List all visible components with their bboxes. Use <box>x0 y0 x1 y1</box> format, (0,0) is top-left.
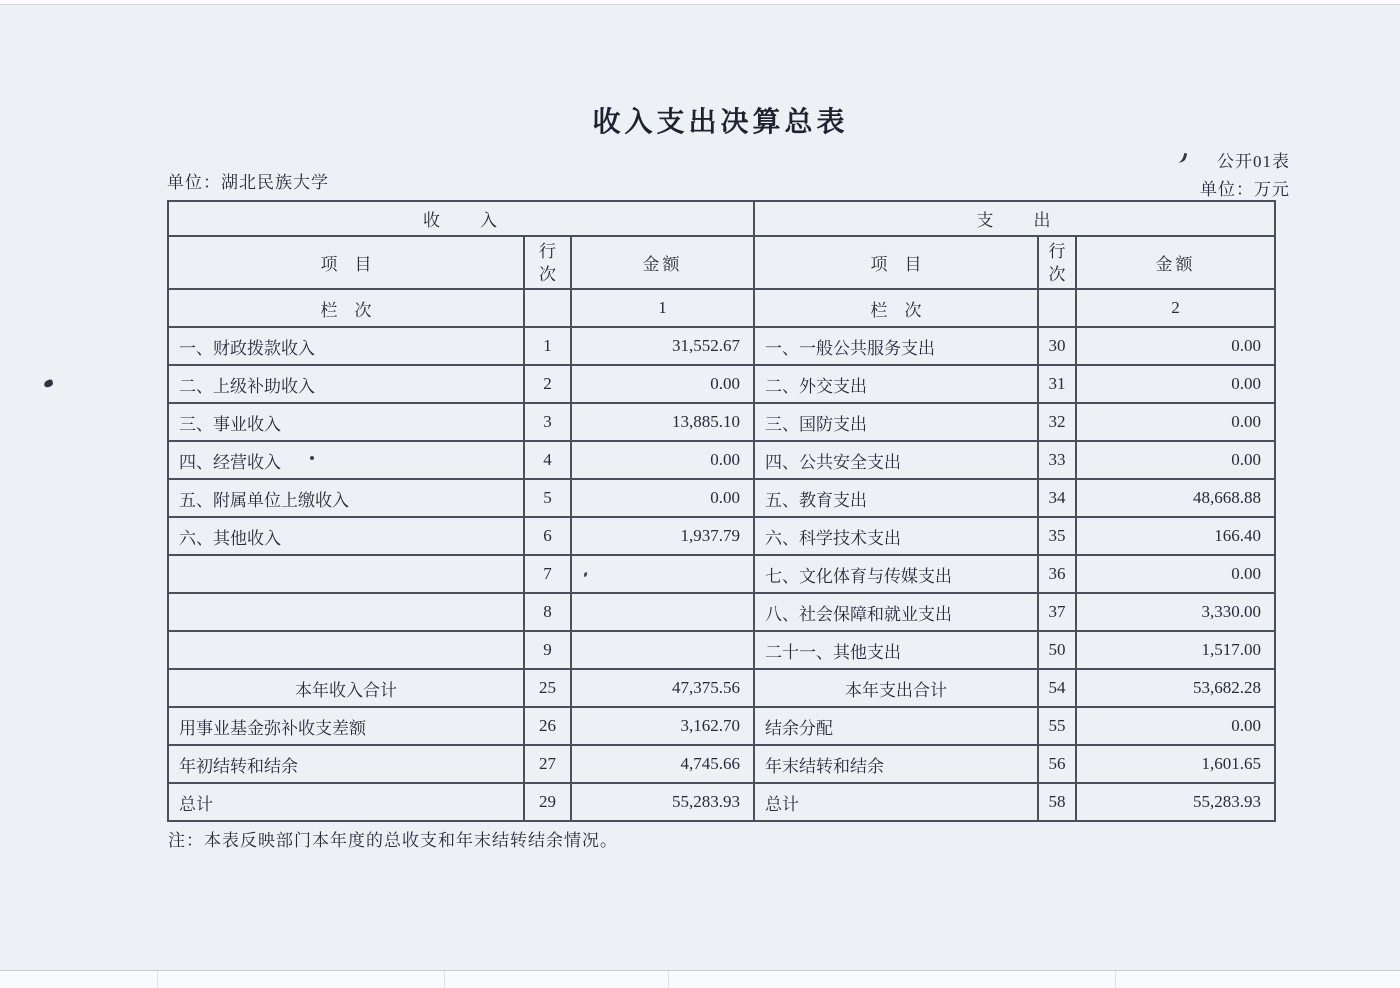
expense-item-cell: 四、公共安全支出 <box>754 441 1038 479</box>
income-amount-cell: 13,885.10 <box>571 403 754 441</box>
income-item-cell: 四、经营收入 <box>168 441 524 479</box>
table-row <box>168 745 1275 783</box>
income-item-cell <box>168 593 524 631</box>
line-header-char-2: 次 <box>1048 264 1066 284</box>
income-amount-cell: 47,375.56 <box>571 669 754 707</box>
expense-item-cell: 结余分配 <box>754 707 1038 745</box>
income-line-header <box>524 236 571 289</box>
income-item-cell: 三、事业收入 <box>168 403 524 441</box>
income-line-cell: 1 <box>524 327 571 365</box>
expense-line-cell: 50 <box>1038 631 1076 669</box>
expense-amount-cell: 0.00 <box>1076 441 1275 479</box>
section-header-row <box>168 201 1275 236</box>
line-header-char-1: 行 <box>539 241 556 261</box>
income-item-cell: 六、其他收入 <box>168 517 524 555</box>
income-line-cell: 7 <box>524 555 571 593</box>
table-row <box>168 365 1275 403</box>
expense-amount-cell: 166.40 <box>1076 517 1275 555</box>
income-item-cell: 二、上级补助收入 <box>168 365 524 403</box>
income-item-cell: 用事业基金弥补收支差额 <box>168 707 524 745</box>
expense-line-cell: 58 <box>1038 783 1076 821</box>
expense-amount-cell: 0.00 <box>1076 555 1275 593</box>
income-amount-cell: 55,283.93 <box>571 783 754 821</box>
expense-line-cell: 34 <box>1038 479 1076 517</box>
expense-amount-cell: 55,283.93 <box>1076 783 1275 821</box>
table-body <box>168 327 1275 821</box>
expense-line-cell: 54 <box>1038 669 1076 707</box>
expense-line-header <box>1038 236 1076 289</box>
table-row <box>168 403 1275 441</box>
expense-line-cell: 37 <box>1038 593 1076 631</box>
expense-amount-header: 金额 <box>1076 236 1275 289</box>
table-code: 公开01表 <box>1217 152 1290 171</box>
income-amount-cell: 31,552.67 <box>571 327 754 365</box>
income-line-cell: 4 <box>524 441 571 479</box>
expense-section-header: 支 出 <box>754 201 1275 236</box>
table-row <box>168 631 1275 669</box>
income-line-cell: 27 <box>524 745 571 783</box>
currency-unit: 单位：万元 <box>1200 180 1290 199</box>
expense-item-cell: 一、一般公共服务支出 <box>754 327 1038 365</box>
income-amount-cell: 0.00 <box>571 441 754 479</box>
expense-item-cell: 本年支出合计 <box>754 669 1038 707</box>
income-row-index-label: 栏 次 <box>168 289 524 327</box>
income-line-cell: 6 <box>524 517 571 555</box>
income-item-cell <box>168 631 524 669</box>
table-row <box>168 555 1275 593</box>
expense-item-cell: 二十一、其他支出 <box>754 631 1038 669</box>
footnote: 注：本表反映部门本年度的总收支和年末结转结余情况。 <box>168 831 618 850</box>
expense-amount-cell: 53,682.28 <box>1076 669 1275 707</box>
income-line-cell: 5 <box>524 479 571 517</box>
income-item-cell <box>168 555 524 593</box>
income-item-cell: 五、附属单位上缴收入 <box>168 479 524 517</box>
scan-line-artifact <box>1115 971 1116 988</box>
scan-edge-top <box>0 0 1400 5</box>
expense-item-cell: 七、文化体育与传媒支出 <box>754 555 1038 593</box>
expense-amount-cell: 0.00 <box>1076 327 1275 365</box>
income-amount-cell <box>571 631 754 669</box>
scan-line-artifact <box>157 971 158 988</box>
expense-amount-cell: 1,517.00 <box>1076 631 1275 669</box>
table-row <box>168 327 1275 365</box>
column-header-row <box>168 236 1275 289</box>
expense-line-cell: 33 <box>1038 441 1076 479</box>
expense-line-cell: 35 <box>1038 517 1076 555</box>
expense-line-cell: 56 <box>1038 745 1076 783</box>
income-item-cell: 一、财政拨款收入 <box>168 327 524 365</box>
income-line-cell: 2 <box>524 365 571 403</box>
expense-row-index-label: 栏 次 <box>754 289 1038 327</box>
income-amount-cell: 4,745.66 <box>571 745 754 783</box>
table-row <box>168 441 1275 479</box>
income-amount-cell: 0.00 <box>571 365 754 403</box>
table-row <box>168 517 1275 555</box>
expense-amount-cell: 3,330.00 <box>1076 593 1275 631</box>
income-line-cell: 3 <box>524 403 571 441</box>
income-line-cell: 26 <box>524 707 571 745</box>
income-amount-cell <box>571 593 754 631</box>
revenue-expenditure-table <box>167 200 1276 822</box>
income-amount-cell: 0.00 <box>571 479 754 517</box>
line-header-char-1: 行 <box>1048 241 1066 261</box>
income-index-blank-cell <box>524 289 571 327</box>
income-item-cell: 年初结转和结余 <box>168 745 524 783</box>
table-meta <box>1040 148 1290 204</box>
expense-amount-cell: 1,601.65 <box>1076 745 1275 783</box>
table-row <box>168 593 1275 631</box>
income-amount-cell: 3,162.70 <box>571 707 754 745</box>
column-index-row <box>168 289 1275 327</box>
expense-line-cell: 36 <box>1038 555 1076 593</box>
expense-item-cell: 二、外交支出 <box>754 365 1038 403</box>
expense-line-cell: 31 <box>1038 365 1076 403</box>
expense-item-cell: 六、科学技术支出 <box>754 517 1038 555</box>
expense-item-cell: 总计 <box>754 783 1038 821</box>
income-item-header: 项 目 <box>168 236 524 289</box>
expense-item-cell: 年末结转和结余 <box>754 745 1038 783</box>
income-line-cell: 8 <box>524 593 571 631</box>
income-line-cell: 29 <box>524 783 571 821</box>
table-row <box>168 707 1275 745</box>
expense-amount-cell: 0.00 <box>1076 707 1275 745</box>
scan-speck <box>310 456 314 460</box>
income-amount-cell <box>571 555 754 593</box>
expense-amount-cell: 48,668.88 <box>1076 479 1275 517</box>
expense-index-blank-cell <box>1038 289 1076 327</box>
scan-speck <box>43 379 54 388</box>
income-line-cell: 25 <box>524 669 571 707</box>
table-row <box>168 669 1275 707</box>
income-section-header: 收 入 <box>168 201 754 236</box>
org-unit-label: 单位：湖北民族大学 <box>167 173 329 192</box>
income-line-cell: 9 <box>524 631 571 669</box>
scan-edge-bottom <box>0 970 1400 988</box>
income-item-cell: 本年收入合计 <box>168 669 524 707</box>
scan-line-artifact <box>668 971 669 988</box>
expense-item-cell: 五、教育支出 <box>754 479 1038 517</box>
expense-amount-cell: 0.00 <box>1076 403 1275 441</box>
expense-item-header: 项 目 <box>754 236 1038 289</box>
scan-line-artifact <box>444 971 445 988</box>
table-row <box>168 783 1275 821</box>
expense-line-cell: 32 <box>1038 403 1076 441</box>
line-header-char-2: 次 <box>539 264 556 284</box>
expense-amount-cell: 0.00 <box>1076 365 1275 403</box>
income-column-index: 1 <box>571 289 754 327</box>
expense-item-cell: 三、国防支出 <box>754 403 1038 441</box>
page-title: 收入支出决算总表 <box>592 107 849 138</box>
expense-column-index: 2 <box>1076 289 1275 327</box>
income-item-cell: 总计 <box>168 783 524 821</box>
expense-item-cell: 八、社会保障和就业支出 <box>754 593 1038 631</box>
table-row <box>168 479 1275 517</box>
expense-line-cell: 55 <box>1038 707 1076 745</box>
income-amount-cell: 1,937.79 <box>571 517 754 555</box>
income-amount-header: 金额 <box>571 236 754 289</box>
expense-line-cell: 30 <box>1038 327 1076 365</box>
